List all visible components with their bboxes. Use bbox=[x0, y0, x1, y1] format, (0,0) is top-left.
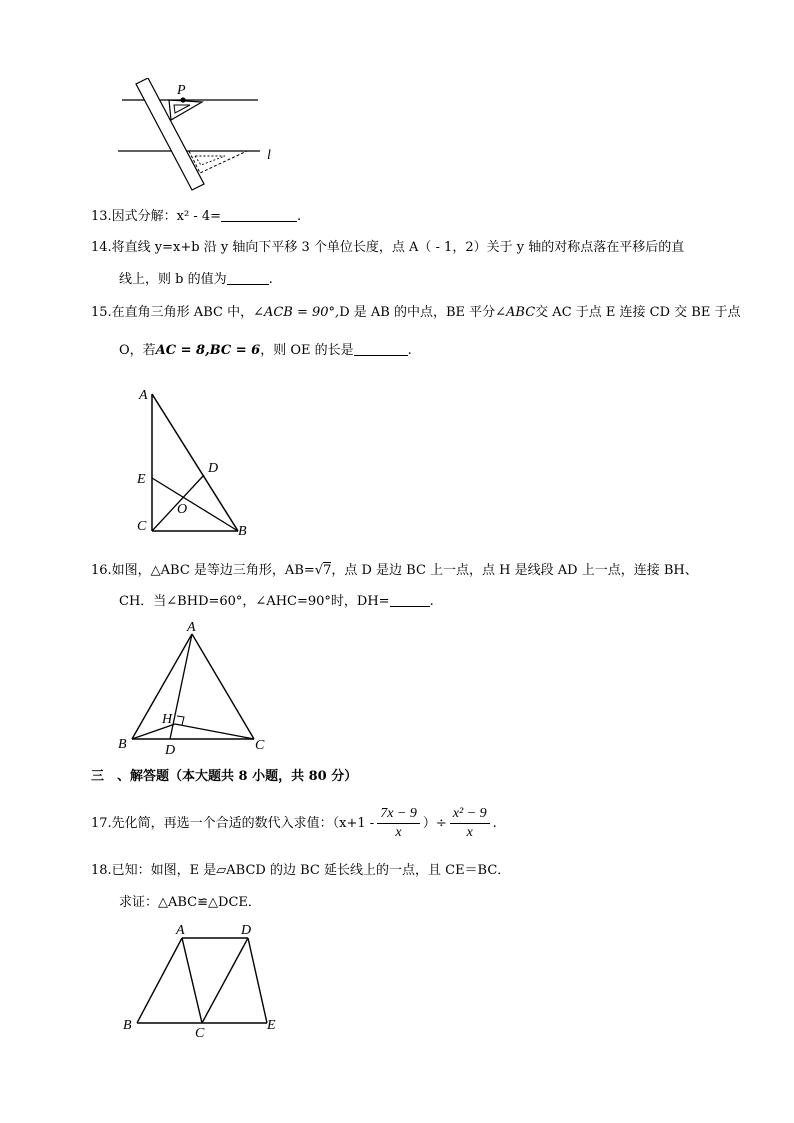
q13-answer-blank[interactable] bbox=[221, 207, 297, 222]
q16-end: . bbox=[429, 594, 434, 609]
fig18-label-d: D bbox=[241, 923, 252, 938]
question-13 bbox=[91, 207, 301, 227]
fig15-label-b: B bbox=[238, 524, 247, 539]
fig16-label-a: A bbox=[187, 620, 196, 635]
q17-frac2-numerator: x² − 9 bbox=[450, 805, 490, 824]
question-14-line2 bbox=[119, 270, 273, 290]
q15-answer-blank[interactable] bbox=[354, 341, 408, 356]
side-ac bbox=[192, 634, 254, 739]
fig18-label-b: B bbox=[123, 1018, 132, 1033]
q15-line1-post: 交 AC 于点 E 连接 CD 交 BE 于点 bbox=[535, 305, 741, 320]
figure-15-right-triangle bbox=[128, 382, 258, 542]
sqrt-symbol: √ bbox=[314, 563, 324, 578]
q16-line2-pre: CH．当∠BHD=60°，∠AHC=90°时，DH= bbox=[119, 594, 390, 609]
q15-line2-pre: O，若 bbox=[119, 343, 156, 358]
fig16-label-c: C bbox=[255, 738, 265, 753]
inner-triangle bbox=[174, 105, 190, 113]
q15-condition: AC = 8,BC = 6 bbox=[155, 343, 261, 358]
fig16-label-b: B bbox=[118, 737, 127, 752]
q18-line1-text: 18.已知：如图，E 是▱ABCD 的边 BC 延长线上的一点，且 CE＝BC． bbox=[91, 863, 511, 878]
q17-end: . bbox=[492, 816, 497, 831]
section-3-heading: 三 、解答题（本大题共 8 小题，共 80 分） bbox=[91, 769, 358, 784]
set-square bbox=[169, 100, 202, 120]
fig15-label-o: O bbox=[177, 502, 188, 517]
q17-frac1-denominator: x bbox=[395, 825, 402, 840]
fig15-label-d: D bbox=[208, 461, 219, 476]
q13-end: . bbox=[297, 209, 302, 224]
segment-de bbox=[248, 938, 267, 1023]
fig18-label-a: A bbox=[176, 923, 185, 938]
fig15-label-a: A bbox=[139, 388, 148, 403]
q14-end: . bbox=[268, 272, 273, 287]
ruler bbox=[136, 78, 204, 190]
question-18-line1 bbox=[91, 861, 510, 881]
question-15-line2 bbox=[119, 341, 412, 361]
q14-answer-blank[interactable] bbox=[227, 270, 269, 285]
fig15-label-c: C bbox=[137, 519, 147, 534]
q15-angle-acb: ∠ACB = 90°, bbox=[253, 305, 340, 320]
label-l: l bbox=[267, 148, 271, 163]
ruler-triangle-figure bbox=[110, 78, 290, 196]
q15-angle-abc: ∠ABC bbox=[495, 305, 536, 320]
fig15-label-e: E bbox=[137, 472, 146, 487]
q17-frac2-denominator: x bbox=[466, 825, 473, 840]
segment-ch bbox=[175, 724, 254, 739]
label-p: P bbox=[177, 83, 186, 98]
segment-ad bbox=[170, 634, 192, 739]
q13-text: 13.因式分解：x² - 4= bbox=[91, 209, 222, 224]
question-17 bbox=[91, 804, 497, 844]
q17-frac1-numerator: 7x − 9 bbox=[377, 805, 420, 824]
right-angle-mark bbox=[177, 716, 184, 725]
fig16-label-d: D bbox=[165, 743, 176, 758]
q15-end: . bbox=[407, 343, 412, 358]
segment-be bbox=[152, 478, 238, 531]
question-14-line1 bbox=[91, 238, 684, 258]
q18-line2-text: 求证：△ABC≌△DCE． bbox=[119, 895, 261, 910]
q17-pre: 17.先化简，再选一个合适的数代入求值：（x+1 - bbox=[91, 816, 375, 831]
q17-mid: ）÷ bbox=[422, 816, 447, 831]
q14-line2-text: 线上，则 b 的值为 bbox=[119, 272, 227, 287]
q14-line1-text: 14.将直线 y=x+b 沿 y 轴向下平移 3 个单位长度，点 A（ - 1，2）关于 y 轴的对称点落在平移后的直 bbox=[91, 240, 685, 255]
fig16-label-h: H bbox=[162, 712, 173, 727]
q15-line2-mid: ，则 OE 的长是 bbox=[260, 343, 354, 358]
q16-sqrt-number: 7 bbox=[323, 563, 332, 578]
question-18-line2 bbox=[119, 893, 261, 913]
figure-16-equilateral-triangle bbox=[110, 616, 275, 761]
q16-line1-post: ，点 D 是边 BC 上一点，点 H 是线段 AD 上一点，连接 BH、 bbox=[331, 563, 698, 578]
moved-set-square bbox=[189, 151, 247, 173]
point-p bbox=[180, 97, 185, 102]
segment-ab bbox=[137, 938, 182, 1023]
segment-dc bbox=[202, 938, 248, 1023]
figure-18-parallelogram bbox=[115, 918, 290, 1044]
question-16-line1 bbox=[91, 561, 698, 581]
q15-line1-mid: D 是 AB 的中点，BE 平分 bbox=[339, 305, 496, 320]
q17-fraction-2 bbox=[450, 805, 490, 842]
question-15-line1 bbox=[91, 303, 740, 323]
fig18-label-e: E bbox=[267, 1018, 276, 1033]
q17-fraction-1 bbox=[377, 805, 420, 842]
side-ab bbox=[152, 394, 238, 531]
segment-ac bbox=[182, 938, 202, 1023]
q16-answer-blank[interactable] bbox=[390, 592, 430, 607]
question-16-line2 bbox=[119, 592, 434, 612]
fig18-label-c: C bbox=[195, 1026, 205, 1041]
q16-line1-pre: 16.如图，△ABC 是等边三角形，AB= bbox=[91, 563, 315, 578]
q15-line1-pre: 15.在直角三角形 ABC 中， bbox=[91, 305, 254, 320]
